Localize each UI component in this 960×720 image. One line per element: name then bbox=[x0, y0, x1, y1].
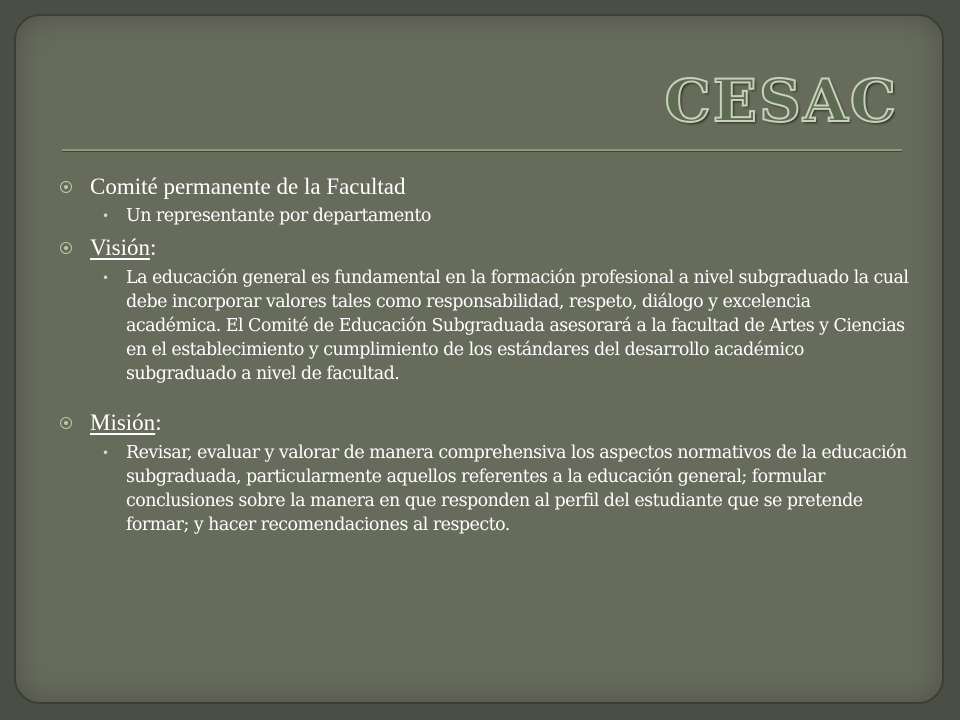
bullet-heading: Comité permanente de la Facultad bbox=[90, 174, 406, 199]
bullet-heading: Misión: bbox=[90, 410, 162, 435]
slide-title: CESAC bbox=[664, 67, 898, 135]
title-divider bbox=[62, 149, 902, 152]
bullet-heading: Visión: bbox=[90, 235, 157, 260]
slide-content bbox=[60, 172, 910, 537]
circle-bullet-icon bbox=[60, 181, 72, 193]
sub-bullet-text: La educación general es fundamental en la formación profesional a nivel subgraduado la cual debe incorporar valores tales como responsabilidad, respeto, diálogo y excelencia académica. El Comité de Educación Subgraduada asesorará a la facultad de Artes y Ciencias en el establecimiento y cumplimiento de los estándares del desarrollo académico subgraduado a nivel de facultad. bbox=[126, 268, 909, 384]
sub-bullet-text: Revisar, evaluar y valorar de manera comprehensiva los aspectos normativos de la educación subgraduada, particularmente aquellos referentes a la educación general; formular conclusiones sobre la manera en que responden al perfil del estudiante que se pretende formar; y hacer recomendaciones al respecto. bbox=[126, 443, 907, 535]
bullet-mision bbox=[60, 408, 910, 438]
sub-bullet-text: Un representante por departamento bbox=[126, 206, 431, 226]
circle-bullet-icon bbox=[60, 242, 72, 254]
dot-bullet-icon: • bbox=[102, 446, 109, 460]
bullet-comite bbox=[60, 172, 910, 202]
dot-bullet-icon: • bbox=[102, 271, 109, 285]
dot-bullet-icon: • bbox=[102, 209, 109, 223]
bullet-vision bbox=[60, 233, 910, 263]
circle-bullet-icon bbox=[60, 417, 72, 429]
sub-bullet-vision bbox=[60, 266, 910, 386]
sub-bullet-mision bbox=[60, 441, 910, 537]
sub-bullet-comite bbox=[60, 204, 910, 228]
